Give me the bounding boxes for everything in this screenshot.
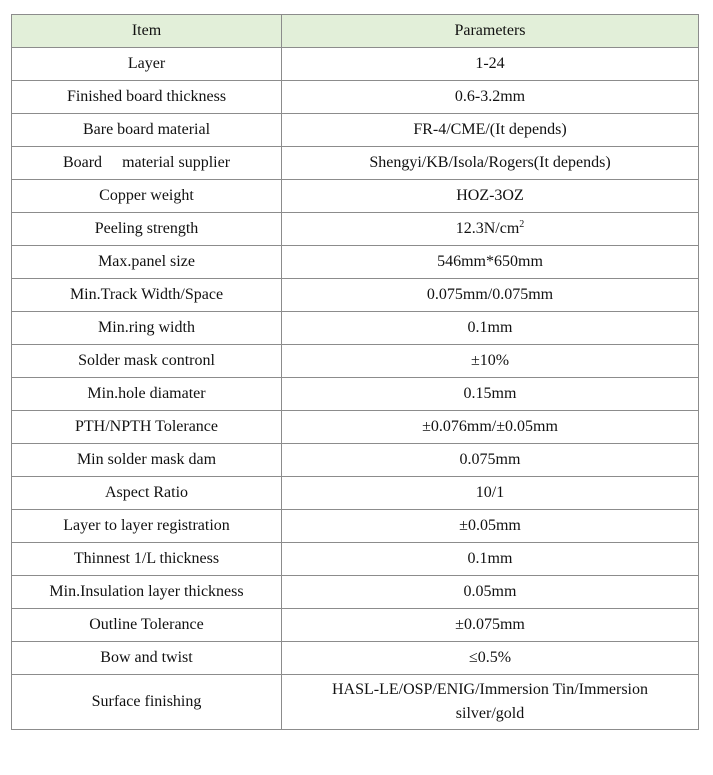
- row-value: 0.1mm: [282, 543, 699, 576]
- table-row: [12, 246, 699, 279]
- row-item: Aspect Ratio: [12, 477, 282, 510]
- row-item: Copper weight: [12, 180, 282, 213]
- table-row: [12, 81, 699, 114]
- table-row: [12, 510, 699, 543]
- row-item: Surface finishing: [12, 675, 282, 730]
- row-value: ±0.076mm/±0.05mm: [282, 411, 699, 444]
- row-item: Layer to layer registration: [12, 510, 282, 543]
- row-item: Min solder mask dam: [12, 444, 282, 477]
- row-item: Finished board thickness: [12, 81, 282, 114]
- row-value: 0.075mm/0.075mm: [282, 279, 699, 312]
- table-row: [12, 411, 699, 444]
- row-item: Min.Insulation layer thickness: [12, 576, 282, 609]
- table-row: [12, 675, 699, 730]
- table-row: [12, 609, 699, 642]
- table-row: [12, 147, 699, 180]
- row-item: Peeling strength: [12, 213, 282, 246]
- table-header-row: [12, 15, 699, 48]
- row-item-part: Board: [62, 154, 103, 171]
- row-value: ±10%: [282, 345, 699, 378]
- row-value: 0.075mm: [282, 444, 699, 477]
- table-row: [12, 444, 699, 477]
- table-row: [12, 642, 699, 675]
- row-item: Min.hole diamater: [12, 378, 282, 411]
- row-item: Layer: [12, 48, 282, 81]
- row-value: 0.6-3.2mm: [282, 81, 699, 114]
- row-value: [282, 675, 699, 730]
- row-value: [282, 213, 699, 246]
- table-row: [12, 345, 699, 378]
- table-row: [12, 543, 699, 576]
- row-value: ±0.05mm: [282, 510, 699, 543]
- table-row: [12, 576, 699, 609]
- row-item-part: material supplier: [122, 154, 231, 171]
- row-item: [12, 147, 282, 180]
- row-value-main: 12.3N/cm: [455, 220, 520, 237]
- row-item: PTH/NPTH Tolerance: [12, 411, 282, 444]
- row-value: FR-4/CME/(It depends): [282, 114, 699, 147]
- row-value-line: HASL-LE/OSP/ENIG/Immersion Tin/Immersion: [331, 681, 648, 698]
- row-item: Max.panel size: [12, 246, 282, 279]
- row-value: ±0.075mm: [282, 609, 699, 642]
- row-item: Thinnest 1/L thickness: [12, 543, 282, 576]
- table-row: [12, 213, 699, 246]
- table-row: [12, 312, 699, 345]
- row-value: 0.05mm: [282, 576, 699, 609]
- row-value-line: silver/gold: [455, 705, 525, 722]
- row-item: Bow and twist: [12, 642, 282, 675]
- row-item: Min.ring width: [12, 312, 282, 345]
- table-row: [12, 48, 699, 81]
- row-value-superscript: 2: [519, 219, 525, 230]
- spec-table: [11, 14, 699, 730]
- row-value: Shengyi/KB/Isola/Rogers(It depends): [282, 147, 699, 180]
- row-item: Bare board material: [12, 114, 282, 147]
- header-item: Item: [12, 15, 282, 48]
- row-value: ≤0.5%: [282, 642, 699, 675]
- table-row: [12, 180, 699, 213]
- table-row: [12, 378, 699, 411]
- table-row: [12, 279, 699, 312]
- row-value: 10/1: [282, 477, 699, 510]
- row-value: 0.15mm: [282, 378, 699, 411]
- row-item: Min.Track Width/Space: [12, 279, 282, 312]
- row-item: Solder mask contronl: [12, 345, 282, 378]
- table-row: [12, 114, 699, 147]
- table-row: [12, 477, 699, 510]
- row-value: HOZ-3OZ: [282, 180, 699, 213]
- row-value: 546mm*650mm: [282, 246, 699, 279]
- row-item: Outline Tolerance: [12, 609, 282, 642]
- header-parameters: Parameters: [282, 15, 699, 48]
- row-value: 0.1mm: [282, 312, 699, 345]
- row-value: 1-24: [282, 48, 699, 81]
